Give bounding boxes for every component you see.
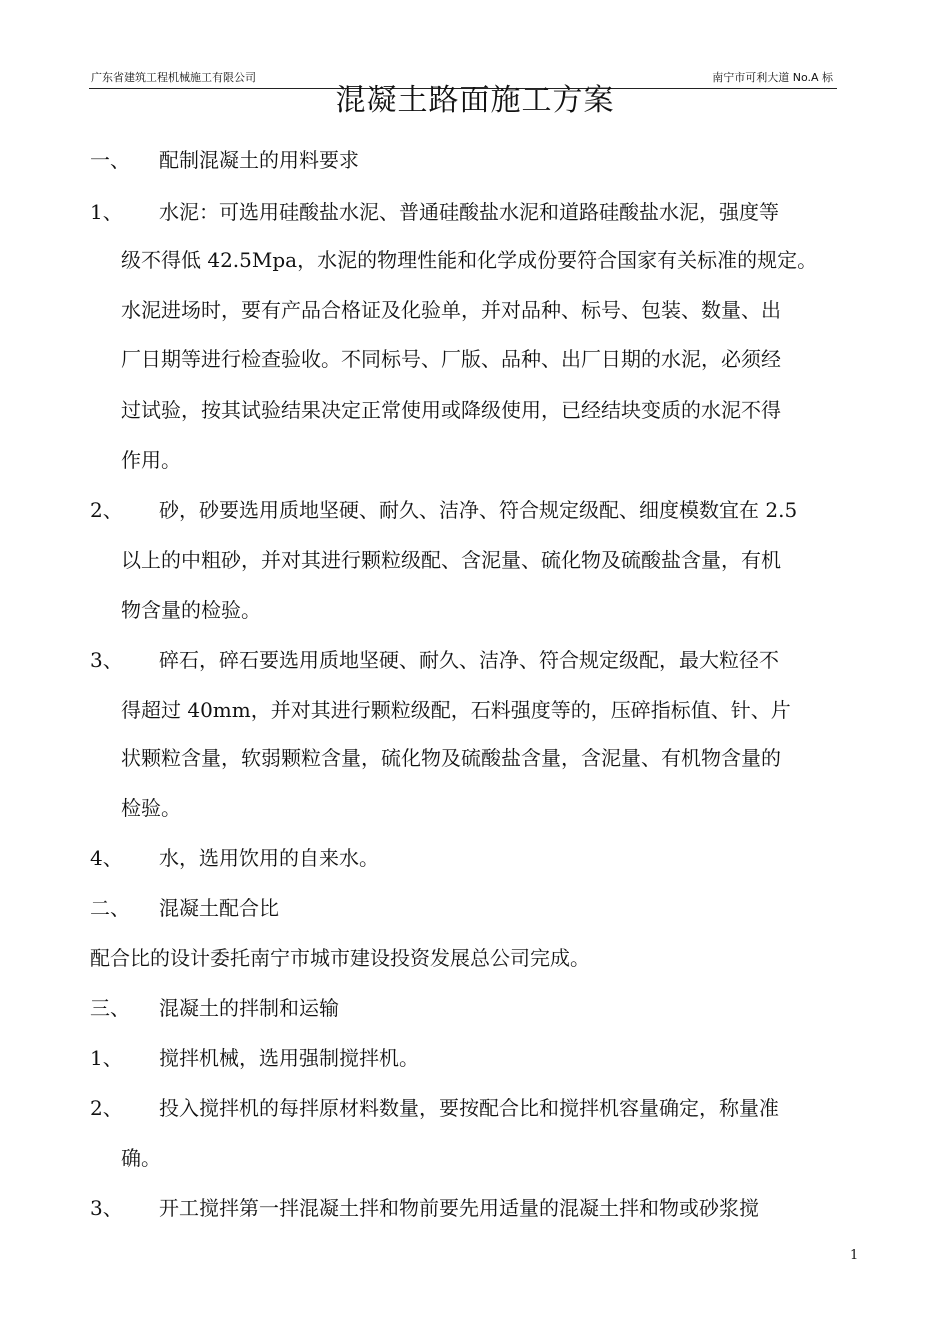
paragraph-line: 检验。 [121, 796, 181, 820]
paragraph-line: 砂，砂要选用质地坚硬、耐久、洁净、符合规定级配、细度模数宜在 2.5 [159, 498, 798, 522]
paragraph-line: 过试验，按其试验结果决定正常使用或降级使用，已经结块变质的水泥不得 [121, 398, 781, 422]
section-title: 混凝土的拌制和运输 [159, 996, 339, 1020]
paragraph-line: 碎石，碎石要选用质地坚硬、耐久、洁净、符合规定级配，最大粒径不 [159, 648, 779, 672]
header-company: 广东省建筑工程机械施工有限公司 [91, 71, 256, 84]
paragraph-line: 物含量的检验。 [121, 598, 261, 622]
paragraph-line: 厂日期等进行检查验收。不同标号、厂版、品种、出厂日期的水泥，必须经 [121, 347, 781, 371]
paragraph-line: 状颗粒含量，软弱颗粒含量，硫化物及硫酸盐含量，含泥量、有机物含量的 [121, 746, 781, 770]
paragraph-line: 搅拌机械，选用强制搅拌机。 [159, 1046, 419, 1070]
header-project: 南宁市可利大道 No.A 标 [712, 71, 833, 84]
section-number: 一、 [90, 148, 130, 172]
paragraph-line: 水泥进场时，要有产品合格证及化验单，并对品种、标号、包装、数量、出 [121, 298, 781, 322]
page-number: 1 [850, 1248, 859, 1263]
item-number: 3、 [90, 648, 123, 672]
paragraph-line: 水，选用饮用的自来水。 [159, 846, 379, 870]
section-number: 二、 [90, 896, 130, 920]
paragraph-line: 开工搅拌第一拌混凝土拌和物前要先用适量的混凝土拌和物或砂浆搅 [159, 1196, 759, 1220]
paragraph-line: 以上的中粗砂，并对其进行颗粒级配、含泥量、硫化物及硫酸盐含量，有机 [121, 548, 781, 572]
section-title: 混凝土配合比 [159, 896, 279, 920]
paragraph-line: 级不得低 42.5Mpa，水泥的物理性能和化学成份要符合国家有关标准的规定。 [121, 248, 818, 272]
paragraph-line: 得超过 40mm，并对其进行颗粒级配，石料强度等的，压碎指标值、针、片 [121, 698, 791, 722]
item-number: 4、 [90, 846, 123, 870]
paragraph-line: 作用。 [121, 448, 181, 472]
section-number: 三、 [90, 996, 130, 1020]
item-number: 2、 [90, 498, 123, 522]
item-number: 3、 [90, 1196, 123, 1220]
paragraph-line: 水泥：可选用硅酸盐水泥、普通硅酸盐水泥和道路硅酸盐水泥，强度等 [159, 200, 779, 224]
paragraph-line: 确。 [121, 1146, 161, 1170]
item-number: 1、 [90, 1046, 123, 1070]
item-number: 2、 [90, 1096, 123, 1120]
item-number: 1、 [90, 200, 123, 224]
document-title: 混凝土路面施工方案 [335, 83, 615, 118]
paragraph-line: 投入搅拌机的每拌原材料数量，要按配合比和搅拌机容量确定，称量准 [159, 1096, 779, 1120]
mix-design-paragraph: 配合比的设计委托南宁市城市建设投资发展总公司完成。 [90, 946, 590, 970]
section-title: 配制混凝土的用料要求 [159, 148, 359, 172]
